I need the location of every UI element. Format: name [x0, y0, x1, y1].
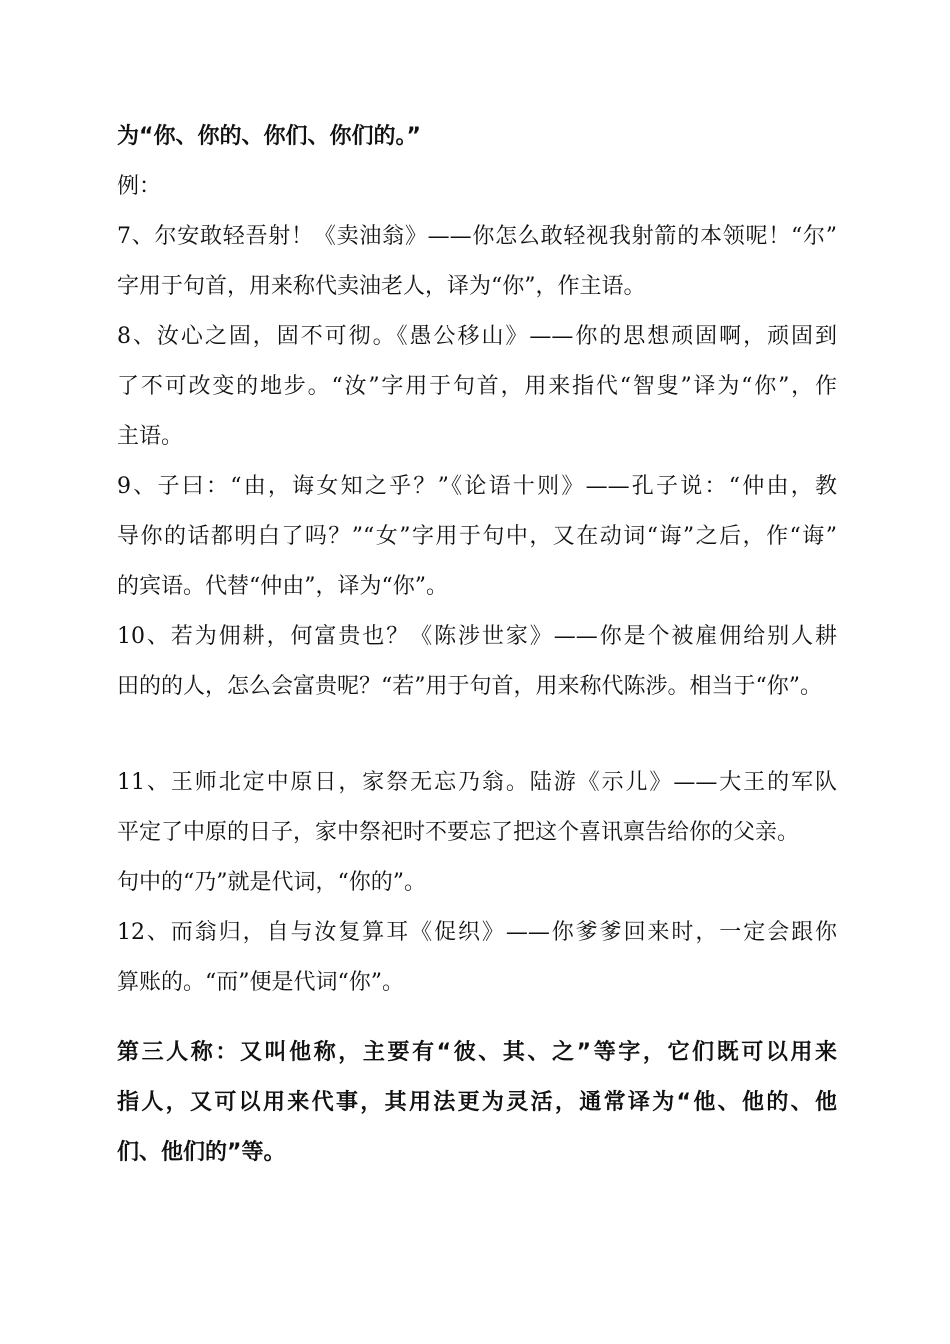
item-line: 田的的人，怎么会富贵呢？“若”用于句首，用来称代陈涉。相当于“你”。 — [117, 674, 822, 699]
paragraph-gap — [117, 712, 837, 758]
item-line: 主语。 — [117, 424, 184, 449]
third-person-line: 指人，又可以用来代事，其用法更为灵活，通常译为“他、他的、他 — [117, 1090, 837, 1115]
third-person-line: 第三人称：又叫他称，主要有“彼、其、之”等字，它们既可以用来 — [117, 1040, 837, 1065]
item-line: 的宾语。代替“仲由”，译为“你”。 — [117, 574, 448, 599]
example-item-12 — [117, 908, 837, 1008]
example-label: 例： — [117, 174, 162, 199]
example-item-8 — [117, 312, 837, 462]
item-line: 算账的。“而”便是代词“你”。 — [117, 970, 404, 995]
item-line: 7、尔安敢轻吾射！《卖油翁》——你怎么敢轻视我射箭的本领呢！“尔” — [117, 224, 837, 249]
paragraph-gap — [117, 1008, 837, 1028]
example-item-7 — [117, 212, 837, 312]
item-line: 字用于句首，用来称代卖油老人，译为“你”，作主语。 — [117, 274, 646, 299]
item-line: 了不可改变的地步。“汝”字用于句首，用来指代“智叟”译为“你”，作 — [117, 374, 837, 399]
example-item-10 — [117, 612, 837, 712]
item-line: 平定了中原的日子，家中祭祀时不要忘了把这个喜讯禀告给你的父亲。 — [117, 820, 800, 845]
document-page — [117, 112, 837, 1178]
item-line: 9、子曰：“由，诲女知之乎？”《论语十则》——孔子说：“仲由，教 — [117, 474, 837, 499]
third-person-line: 们、他们的”等。 — [117, 1140, 286, 1165]
item-line: 12、而翁归，自与汝复算耳《促织》——你爹爹回来时，一定会跟你 — [117, 920, 837, 945]
item-line: 句中的“乃”就是代词，“你的”。 — [117, 870, 426, 895]
example-item-11 — [117, 758, 837, 908]
intro-line: 为“你、你的、你们、你们的。” — [117, 124, 421, 149]
item-line: 11、王师北定中原日，家祭无忘乃翁。陆游《示儿》——大王的军队 — [117, 770, 837, 795]
item-line: 10、若为佣耕，何富贵也？《陈涉世家》——你是个被雇佣给别人耕 — [117, 624, 837, 649]
example-item-9 — [117, 462, 837, 612]
item-line: 8、汝心之固，固不可彻。《愚公移山》——你的思想顽固啊，顽固到 — [117, 324, 837, 349]
item-line: 导你的话都明白了吗？”“女”字用于句中，又在动词“诲”之后，作“诲” — [117, 524, 837, 549]
third-person-paragraph — [117, 1028, 837, 1178]
